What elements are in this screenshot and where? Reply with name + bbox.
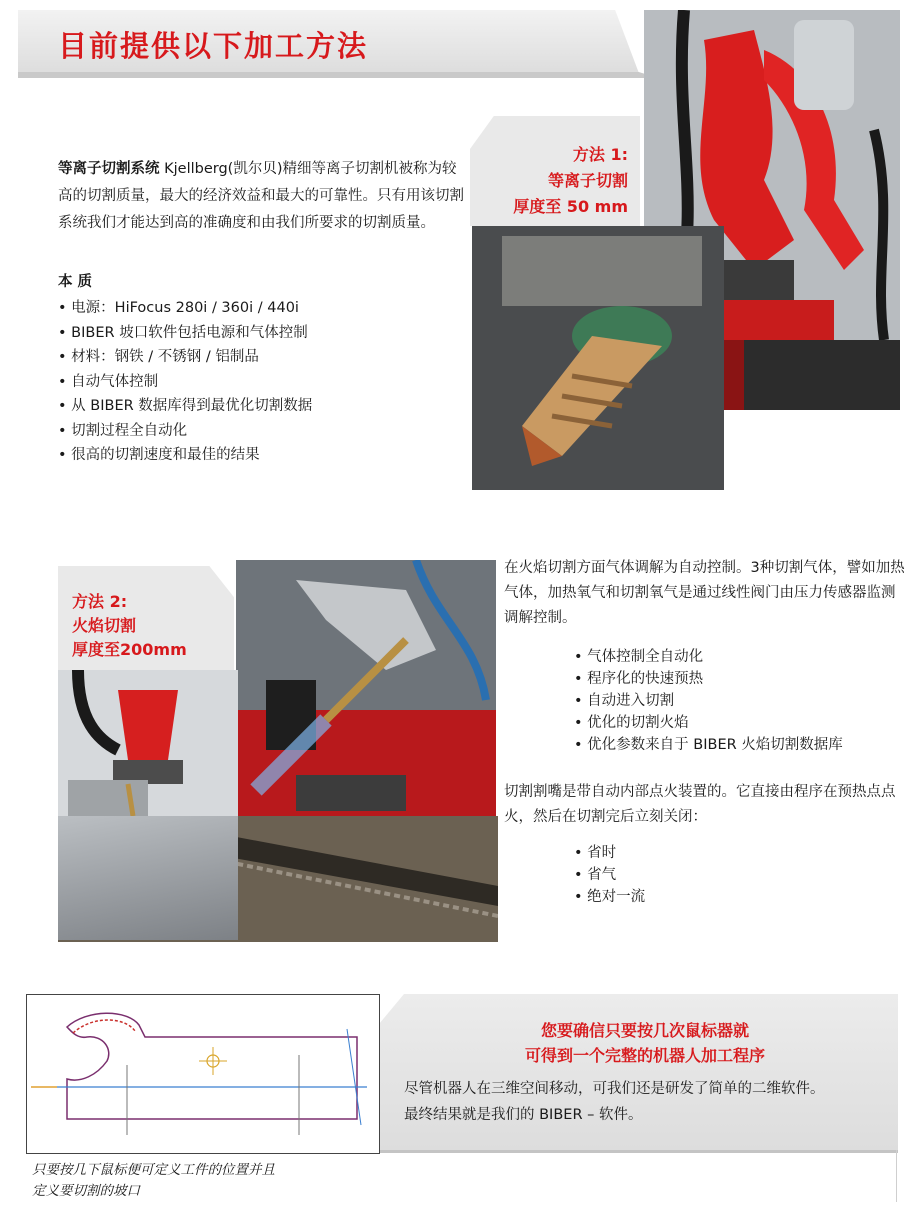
benefit-list: [574, 842, 774, 908]
list-item: • 很高的切割速度和最佳的结果: [58, 443, 458, 468]
promo-heading-line1: 您要确信只要按几次鼠标器就: [540, 1021, 749, 1040]
flame-paragraph: 在火焰切割方面气体调解为自动控制。3种切割气体，譬如加热气体，加热氧气和切割氧气是通过线性阀门由压力传感器监测调解控制。: [504, 560, 905, 626]
page-title: 目前提供以下加工方法: [58, 29, 369, 63]
method2-line1: 方法 2:: [72, 592, 128, 611]
promo-heading-line2: 可得到一个完整的机器人加工程序: [524, 1046, 765, 1065]
promo-body-line1: 尽管机器人在三维空间移动，可我们还是研发了简单的二维软件。: [404, 1081, 825, 1097]
list-item: • 省时: [574, 842, 774, 864]
essence-list: [58, 296, 458, 468]
caption-line2: 定义要切割的坡口: [32, 1183, 140, 1199]
method1-line3: 厚度至 50 mm: [513, 197, 628, 216]
list-item: • 优化的切割火焰: [574, 712, 904, 734]
flame-torch-illustration: [236, 560, 496, 816]
list-item: • 省气: [574, 864, 774, 886]
plasma-torch-illustration: [472, 226, 724, 490]
method1-line1: 方法 1:: [572, 145, 628, 164]
list-item: • 自动进入切割: [574, 690, 904, 712]
list-item: • 从 BIBER 数据库得到最优化切割数据: [58, 394, 458, 419]
method2-line3: 厚度至200mm: [72, 640, 187, 659]
plasma-intro: [58, 156, 468, 237]
caption-line1: 只要按几下鼠标便可定义工件的位置并且: [32, 1162, 275, 1178]
essence-heading: 本 质: [58, 274, 93, 290]
list-item: • 程序化的快速预热: [574, 668, 904, 690]
plasma-intro-bold: 等离子切割系统: [58, 161, 160, 177]
plasma-torch-photo: [472, 226, 724, 490]
workpiece-drawing: [27, 995, 379, 1153]
list-item: • 优化参数来自于 BIBER 火焰切割数据库: [574, 734, 904, 756]
plasma-intro-text: Kjellberg(凯尔贝)精细等离子切割机被称为较高的切割质量，最大的经济效益和最大的可靠性。只有用该切割系统我们才能达到高的准确度和由我们所要求的切割质量。: [58, 161, 464, 231]
list-item: • 电源：HiFocus 280i / 360i / 440i: [58, 296, 458, 321]
software-caption: [32, 1160, 372, 1202]
method1-label: [470, 142, 628, 220]
promo-body-line2: 最终结果就是我们的 BIBER – 软件。: [404, 1107, 643, 1123]
promo-heading: [400, 1018, 890, 1068]
promo-body: [404, 1076, 890, 1128]
list-item: • 材料：钢铁 / 不锈钢 / 铝制品: [58, 345, 458, 370]
flame-torch-photo: [236, 560, 496, 816]
flame-robot-photo: [58, 670, 238, 940]
method2-label: [72, 590, 232, 662]
ignition-paragraph: 切割割嘴是带自动内部点火装置的。它直接由程序在预热点点火，然后在切割完后立刻关闭：: [504, 784, 896, 825]
software-screenshot: [26, 994, 380, 1154]
flame-feature-list: [574, 646, 904, 756]
list-item: • 自动气体控制: [58, 370, 458, 395]
flame-robot-illustration: [58, 670, 238, 816]
method1-line2: 等离子切割: [547, 171, 628, 190]
method2-line2: 火焰切割: [72, 616, 137, 635]
list-item: • 绝对一流: [574, 886, 774, 908]
promo-band-rule: [378, 1150, 898, 1153]
list-item: • BIBER 坡口软件包括电源和气体控制: [58, 321, 458, 346]
page-edge-line: [896, 1150, 897, 1202]
list-item: • 切割过程全自动化: [58, 419, 458, 444]
title-banner-shadow: [18, 72, 658, 78]
list-item: • 气体控制全自动化: [574, 646, 904, 668]
